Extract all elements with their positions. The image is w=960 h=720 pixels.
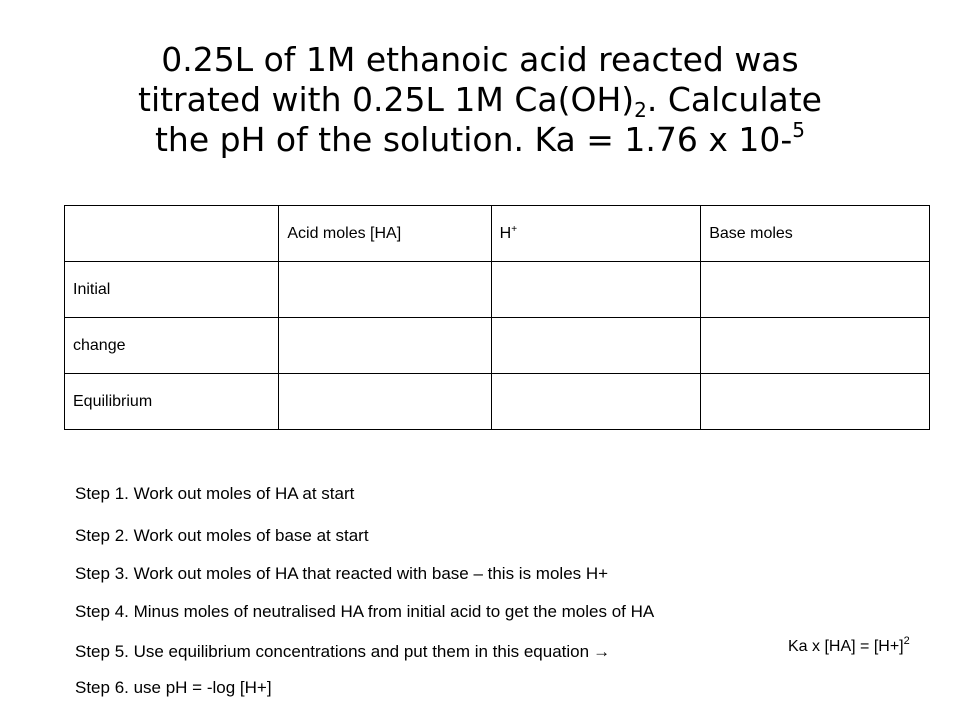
table-cell — [701, 374, 930, 430]
table-row — [65, 318, 930, 374]
step-5: Step 5. Use equilibrium concentrations and put them in this equation → — [75, 642, 611, 661]
header-cell-blank — [65, 206, 279, 262]
row-label-initial: Initial — [65, 262, 279, 318]
step-6: Step 6. use pH = -log [H+] — [75, 678, 272, 697]
question-title — [40, 40, 920, 160]
table-row — [65, 374, 930, 430]
table-header-row — [65, 206, 930, 262]
table-row — [65, 262, 930, 318]
title-line-3: the pH of the solution. Ka = 1.76 x 10-$^5$ — [154, 118, 806, 159]
step-3: Step 3. Work out moles of HA that reacted with base – this is moles H+ — [75, 564, 609, 583]
table-cell — [279, 262, 491, 318]
table-cell — [491, 262, 701, 318]
table-cell — [701, 318, 930, 374]
table-cell — [279, 318, 491, 374]
title-line-1: 0.25L of 1M ethanoic acid reacted was — [161, 40, 799, 79]
step-1: Step 1. Work out moles of HA at start — [75, 484, 355, 503]
arrow-right-icon: → — [593, 642, 611, 661]
row-label-equilibrium: Equilibrium — [65, 374, 279, 430]
table-cell — [491, 374, 701, 430]
row-label-change: change — [65, 318, 279, 374]
header-cell-h-plus: H+ — [491, 206, 701, 262]
title-line-2: titrated with 0.25L 1M $Ca(OH)_2$. Calculate — [138, 80, 822, 122]
table-cell — [279, 374, 491, 430]
table-cell — [701, 262, 930, 318]
step-2: Step 2. Work out moles of base at start — [75, 526, 369, 545]
ice-table — [64, 205, 930, 430]
header-cell-acid-moles: Acid moles [HA] — [279, 206, 491, 262]
ka-equation: Ka x $[HA] = [H+]^2$ — [788, 635, 910, 655]
table-cell — [491, 318, 701, 374]
step-4: Step 4. Minus moles of neutralised HA from initial acid to get the moles of HA — [75, 602, 655, 621]
header-cell-base-moles: Base moles — [701, 206, 930, 262]
